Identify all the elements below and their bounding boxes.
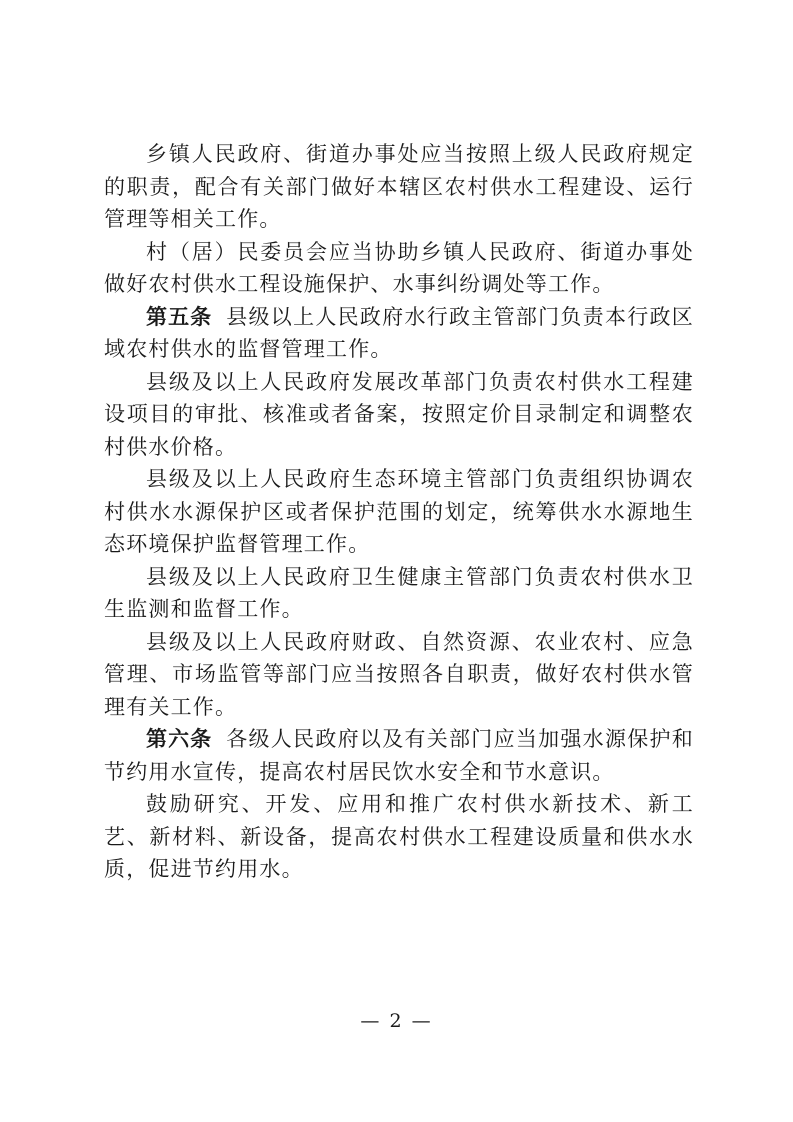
paragraph [104,236,694,301]
paragraph-text: 各级人民政府以及有关部门应当加强水源保护和节约用水宣传，提高农村居民饮水安全和节水意识。 [104,727,694,784]
paragraph-text: 乡镇人民政府、街道办事处应当按照上级人民政府规定的职责，配合有关部门做好本辖区农村供水工程建设、运行管理等相关工作。 [104,142,694,231]
paragraph-text: 鼓励研究、开发、应用和推广农村供水新技术、新工艺、新材料、新设备，提高农村供水工程建设质量和供水水质，促进节约用水。 [104,792,694,881]
paragraph [104,626,694,724]
paragraph [104,788,694,886]
article-number: 第五条 [146,304,213,329]
article-number: 第六条 [146,727,213,751]
paragraph-text: 县级及以上人民政府生态环境主管部门负责组织协调农村供水水源保护区或者保护范围的划定，统筹供水水源地生态环境保护监督管理工作。 [104,467,694,556]
paragraph-text: 村（居）民委员会应当协助乡镇人民政府、街道办事处做好农村供水工程设施保护、水事纠纷调处等工作。 [104,239,694,296]
body-text [104,138,694,886]
paragraph [104,561,694,626]
paragraph [104,366,694,464]
article-paragraph [104,301,694,366]
article-paragraph [104,723,694,788]
paragraph-text: 县级及以上人民政府卫生健康主管部门负责农村供水卫生监测和监督工作。 [104,564,694,621]
page-number: — 2 — [360,1010,433,1032]
paragraph [104,463,694,561]
paragraph-text: 县级以上人民政府水行政主管部门负责本行政区域农村供水的监督管理工作。 [104,304,694,361]
paragraph-text: 县级及以上人民政府发展改革部门负责农村供水工程建设项目的审批、核准或者备案，按照定价目录制定和调整农村供水价格。 [104,369,694,459]
paragraph-text: 县级及以上人民政府财政、自然资源、农业农村、应急管理、市场监管等部门应当按照各自职责，做好农村供水管理有关工作。 [104,629,694,719]
paragraph [104,138,694,236]
